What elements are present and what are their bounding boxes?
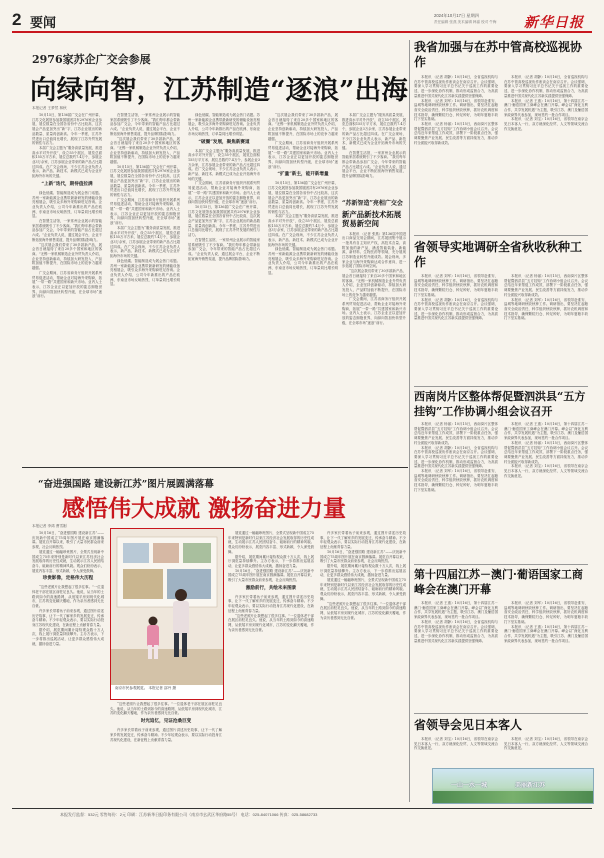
feature-tag: “苏新智造”亮相广交会 bbox=[342, 200, 403, 207]
paragraph: 本报讯 （记者 刘宝）10月16日，省领导在南京会见日本客人一行，双方就深化经贸、人文等领域交流合作交换意见。 bbox=[504, 737, 588, 751]
paragraph: 据介绍，展览期间累计接待观众数十万人次，线上展厅浏览量持续攀升。主办方表示，下一步将推出巡展活动，让更多群众感悟伟大成就，激扬奋进力量。 bbox=[228, 554, 314, 568]
paragraph: “这次展会我们带来了30多款新产品，展会首日就接待了来自20多个国家和地区的客商。”无锡一家机械制造企业外贸负责人介绍，企业坚持创新驱动，持续加大研发投入，产品附加值不断提升，在国际市场上的竞争力越来越强。 bbox=[342, 269, 406, 297]
footer-info: 本报发行监督：532元 零售每份：2元 印刷：江苏新华日报印务有限公司（南京市玄武区华府路55号） 电话：025-84071066 传真：025-58682733 bbox=[60, 812, 318, 817]
paragraph: 本报讯 （记者 杨丽）10月15日，西南岗片区整体帮促暨泗洪县“五方挂钩”工作协调小组会议召开。会议总结近年来帮促工作成效，部署下一阶段重点任务，强调要聚焦产业发展、民生改善等方面持续发力，推动乡村全面振兴取得新成效。 bbox=[504, 274, 588, 297]
divider bbox=[414, 564, 588, 565]
subheading: “扩量”新主，能开新增量 bbox=[277, 172, 329, 178]
right-article-body-1 bbox=[414, 75, 498, 233]
paragraph: 本报讯 （记者 胡静）10月16日，全省巡视机构与在苏中管高校巡视协作座谈会在南京召开。会议强调，要深入学习贯彻习近平总书记关于巡视工作的重要论述，进一步深化协作机制，推动形成监督合力，为高质量推进中国式现代化江苏新实践提供坚强保障。 bbox=[414, 445, 498, 469]
right-article-title-4: 第十四届江苏－澳门·葡语国家工商峰会在澳门开幕 bbox=[414, 568, 583, 596]
paragraph: 本届广交会主题为“服务高质量发展，推进高水平对外开放”，设立55个展区，展览总面积155万平方米，展位总数约7.4万个，参展企业3万余家，江苏参展企业带来的新产品占比超过四成。在广交会现场，不少江苏企业负责人表示，新产品、新技术、新模式已成为企业开拓海外市场的关键。 bbox=[110, 225, 180, 259]
top-story-col3 bbox=[188, 113, 260, 463]
ad-banner bbox=[432, 768, 594, 804]
paragraph: “这些老照片让我想起了很多往事。”一位退休老干部在展区前驻足良久。他说，从当年的土路到如今的高速路网，从低矮平房到现代化城市，江苏的变化翻天覆地，作为亲历者感到无比自豪。 bbox=[320, 601, 406, 620]
paragraph: 本届广交会主题为“服务高质量发展，推进高水平对外开放”，设立55个展区，展览总面积155万平方米，展位总数约7.4万个，参展企业3万余家，江苏参展企业带来的新产品占比超过四成。在广交会现场，不少江苏企业负责人表示，新产品、新技术、新模式已成为企业开拓海外市场的关键。 bbox=[188, 148, 260, 181]
top-story-col4 bbox=[268, 113, 338, 463]
paragraph: 广交会期间，江苏省商务厅组织开展系列贸易促进活动，帮助企业对接海外采购商，拓展“一带一路”共建国家和新兴市场。业内人士表示，江苏企业正以更加开放的姿态拥抱世界，向绿向智加快转型升级，在全球市场“逐浪”前行。 bbox=[110, 197, 180, 226]
paragraph: 绿色低碳、智能制造成为展会热门话题。苏州一家新能源企业携带最新研发的储能设备亮相展会，吸引众多海外采购商驻足咨询。企业负责人介绍，公司今年新推出的产品在欧洲、东南亚市场反响热烈，订单量同比增长明显。 bbox=[32, 190, 102, 219]
section-divider bbox=[22, 467, 408, 468]
photo-section-byline: 本报记者 李鸿 曹雪刚 bbox=[32, 524, 67, 528]
top-story-kicker: 2976家苏企广交会参展 bbox=[32, 53, 151, 66]
divider bbox=[414, 235, 588, 236]
paragraph: 本届广交会主题为“服务高质量发展，推进高水平对外开放”，设立55个展区，展览总面积155万平方米，展位总数约7.4万个，参展企业3万余家，江苏参展企业带来的新产品占比超过四成。在广交会现场，不少江苏企业负责人表示，新产品、新技术、新模式已成为企业开拓海外市场的关键。 bbox=[268, 214, 338, 247]
top-story-col5 bbox=[342, 113, 406, 198]
paragraph: 广交会期间，江苏省商务厅组织开展系列贸易促进活动，帮助企业对接海外采购商，拓展“一带一路”共建国家和新兴市场。业内人士表示，江苏企业正以更加开放的姿态拥抱世界，向绿向智加快转型升级，在全球市场“逐浪”前行。 bbox=[342, 297, 406, 325]
paragraph: 10月16日，“奋进强国路 建设新江苏”——庆祝新中国成立75周年图片展在南京圆满落幕。展览自开幕以来，吸引了大量市民群众前来参观，社会反响热烈。 bbox=[32, 531, 104, 550]
paragraph: 本报讯 （记者 张燕）第136届中国进出口商品交易会期间，江苏展团集中展示一批具有自主知识产权、高技术含量、高附加值的新产品，涵盖智能装备、新能源、新材料、生物医药等领域，充分展现江苏制造业转型升级成效。展会现场，多家企业与海外采购商达成合作意向，进一步拓展了国际市场空间。 bbox=[342, 231, 406, 269]
section-name: 要闻 bbox=[30, 16, 57, 31]
paragraph: 本报讯 （记者 刘军）10月16日，省领导赴淮安、盐城等地调研秋收秋种工作。调研指出，要坚决扛起粮食安全政治责任，科学组织秋收秋种，抓好农机调度和技术指导，确保颗粒归仓、种足种好，为明年夏粮丰收打下坚实基础。 bbox=[414, 98, 498, 122]
paragraph: 绿色低碳、智能制造成为展会热门话题。苏州一家新能源企业携带最新研发的储能设备亮相展会，吸引众多海外采购商驻足咨询。企业负责人介绍，公司今年新推出的产品在欧洲、东南亚市场反响热烈，订单量同比增长明显。 bbox=[110, 258, 180, 287]
photo-caption: 南京市民参观展览。 本报记者 邵丹 摄 bbox=[115, 686, 176, 690]
ad-banner-hills bbox=[433, 791, 593, 803]
right-article-body-4 bbox=[414, 601, 498, 711]
ad-banner-text-1: 一山一水一城 bbox=[451, 782, 488, 789]
paragraph: 10月15日，第136届广交会在广州开幕，江苏文化展馆参加我国展团共有2976家企业参展，展位数量在全国各省份中占比较高，这次展会产品更加突出“新”字，江苏企业展出的新品数量、质量再创新高。今年一季度，江苏外贸进出口总值同比增长，展现了江苏外贸发展的韧性与活力。 bbox=[268, 181, 338, 214]
feature-box bbox=[342, 200, 406, 465]
right-column bbox=[414, 40, 590, 802]
paragraph: 10月15日，第136届广交会在广州开幕，江苏文化展馆参加我国展团共有2976家企业参展，展位数量在全国各省份中占比较高，这次展会产品更加突出“新”字，江苏企业展出的新品数量、质量再创新高。今年一季度，江苏外贸进出口总值同比增长，展现了江苏外贸发展的韧性与活力。 bbox=[188, 204, 260, 238]
paragraph: 本届广交会主题为“服务高质量发展，推进高水平对外开放”，设立55个展区，展览总面积155万平方米，展位总数约7.4万个，参展企业3万余家，江苏参展企业带来的新产品占比超过四成。在广交会现场，不少江苏企业负责人表示，新产品、新技术、新模式已成为企业开拓海外市场的关键。 bbox=[32, 145, 102, 179]
paragraph: 许多家长带着孩子前来参观，通过图片讲述历史故事，让下一代了解家乡的发展变迁，传承奋斗精神。不少年轻观众表示，要以实际行动投身江苏现代化建设，在新征程上贡献青春力量。 bbox=[228, 594, 314, 613]
photo-section-col3 bbox=[228, 531, 314, 803]
paragraph: 本报讯 （记者 胡静）10月16日，全省巡视机构与在苏中管高校巡视协作座谈会在南京召开。会议强调，要深入学习贯彻习近平总书记关于巡视工作的重要论述，进一步深化协作机制，推动形成监督合力，为高质量推进中国式现代化江苏新实践提供坚强保障。 bbox=[504, 75, 588, 98]
feature-title: 新产品新技术拓展贸易新空间 bbox=[342, 209, 402, 228]
paragraph: “这次展会我们带来了30多款新产品，展会首日就接待了来自20多个国家和地区的客商。”无锡一家机械制造企业外贸负责人介绍，企业坚持创新驱动，持续加大研发投入，产品附加值不断提升，在国际市场上的竞争力越来越强。 bbox=[268, 113, 338, 141]
paragraph: 本报讯 （记者 杨丽）10月15日，西南岗片区整体帮促暨泗洪县“五方挂钩”工作协调小组会议召开。会议总结近年来帮促工作成效，部署下一阶段重点任务，强调要聚焦产业发展、民生改善等方面持续发力，推动乡村全面振兴取得新成效。 bbox=[414, 422, 498, 445]
paragraph: 10月16日，“奋进强国路 建设新江苏”——庆祝新中国成立75周年图片展在南京圆满落幕。展览自开幕以来，吸引了大量市民群众前来参观，社会反响热烈。 bbox=[228, 568, 314, 583]
paragraph: 10月16日，“奋进强国路 建设新江苏”——庆祝新中国成立75周年图片展在南京圆满落幕。展览自开幕以来，吸引了大量市民群众前来参观，社会反响热烈。 bbox=[320, 549, 406, 564]
right-article-body-4b bbox=[504, 601, 588, 711]
paragraph: 展览通过一幅幅珍贵图片，全景式呈现新中国成立75年来特别是新时代以来江苏经济社会发展取得的历史性成就，生动展示江苏人民团结奋斗、砥砺前行的精神风貌。观众们纷纷表示，展览内容丰富、形式新颖，令人深受鼓舞。 bbox=[320, 578, 406, 601]
photo-section-col2 bbox=[110, 702, 222, 802]
paragraph: 展览通过一幅幅珍贵图片，全景式呈现新中国成立75年来特别是新时代以来江苏经济社会发展取得的历史性成就，生动展示江苏人民团结奋斗、砥砺前行的精神风貌。观众们纷纷表示，展览内容丰富、形式新颖，令人深受鼓舞。 bbox=[228, 531, 314, 554]
paragraph: “这些老照片让我想起了很多往事。”一位退休老干部在展区前驻足良久。他说，从当年的土路到如今的高速路网，从低矮平房到现代化城市，江苏的变化翻天覆地，作为亲历者感到无比自豪。 bbox=[110, 702, 222, 716]
paragraph: 本报讯 （记者 胡静）10月16日，全省巡视机构与在苏中管高校巡视协作座谈会在南京召开。会议强调，要深入学习贯彻习近平总书记关于巡视工作的重要论述，进一步深化协作机制，推动形成监督合力，为高质量推进中国式现代化江苏新实践提供坚强保障。 bbox=[414, 619, 498, 643]
divider bbox=[414, 713, 588, 714]
top-story-headline: 向绿向智，江苏制造“逐浪”出海 bbox=[30, 75, 408, 106]
paragraph: “这些老照片让我想起了很多往事。”一位退休老干部在展区前驻足良久。他说，从当年的土路到如今的高速路网，从低矮平房到现代化城市，江苏的变化翻天覆地，作为亲历者感到无比自豪。 bbox=[32, 585, 104, 609]
paragraph: 本报讯 （记者 刘宝）10月16日，省领导在南京会见日本客人一行，双方就深化经贸、人文等领域交流合作交换意见。 bbox=[504, 464, 588, 478]
right-article-body-3b bbox=[504, 422, 588, 562]
paragraph: 本报讯 （记者 刘宝）10月16日，省领导在南京会见日本客人一行，双方就深化经贸、人文等领域交流合作交换意见。 bbox=[414, 737, 498, 751]
top-story-col1 bbox=[32, 113, 102, 463]
subheading: 激励前行，共绘未来图景 bbox=[245, 585, 297, 591]
top-story-col2 bbox=[110, 113, 180, 463]
photo-section-headline: 感悟伟大成就 激扬奋进力量 bbox=[62, 495, 347, 522]
subheading: “上新”迭代，期待值拉满 bbox=[41, 181, 93, 187]
paragraph: 绿色低碳、智能制造成为展会热门话题。苏州一家新能源企业携带最新研发的储能设备亮相展会，吸引众多海外采购商驻足咨询。企业负责人介绍，公司今年新推出的产品在欧洲、东南亚市场反响热烈，订单量同比增长明显。 bbox=[188, 113, 260, 136]
paragraph: 本报讯 （记者 王惠）10月16日，第十四届江苏－澳门·葡语国家工商峰会在澳门开幕。峰会以“深化互利合作，共享发展机遇”为主题，吸引江苏、澳门及葡语国家政商界代表参加，现场签约一批合作项目。 bbox=[504, 98, 588, 117]
masthead bbox=[12, 10, 592, 38]
paragraph: 本报讯 （记者 刘军）10月16日，省领导赴淮安、盐城等地调研秋收秋种工作。调研指出，要坚决扛起粮食安全政治责任，科学组织秋收秋种，抓好农机调度和技术指导，确保颗粒归仓、种足种好，为明年夏粮丰收打下坚实基础。 bbox=[504, 297, 588, 321]
exhibition-photo-image bbox=[111, 529, 223, 685]
divider bbox=[414, 386, 588, 387]
paragraph: 本报讯 （记者 王惠）10月16日，第十四届江苏－澳门·葡语国家工商峰会在澳门开幕。峰会以“深化互利合作，共享发展机遇”为主题，吸引江苏、澳门及葡语国家政商界代表参加，现场签约一批合作项目。 bbox=[414, 601, 498, 620]
paragraph: 本报讯 （记者 王惠）10月16日，第十四届江苏－澳门·葡语国家工商峰会在澳门开幕。峰会以“深化互利合作，共享发展机遇”为主题，吸引江苏、澳门及葡语国家政商界代表参加，现场签约一批合作项目。 bbox=[504, 422, 588, 441]
paragraph: 10月15日，第136届广交会在广州开幕，江苏文化展馆参加我国展团共有2976家企业参展，展位数量在全国各省份中占比较高，这次展会产品更加突出“新”字，江苏企业展出的新品数量、质量再创新高。今年一季度，江苏外贸进出口总值同比增长，展现了江苏外贸发展的韧性与活力。 bbox=[110, 164, 180, 197]
paragraph: 许多家长带着孩子前来参观，通过图片讲述历史故事，让下一代了解家乡的发展变迁，传承奋斗精神。不少年轻观众表示，要以实际行动投身江苏现代化建设，在新征程上贡献青春力量。 bbox=[110, 728, 222, 742]
paragraph: 广交会期间，江苏省商务厅组织开展系列贸易促进活动，帮助企业对接海外采购商，拓展“一带一路”共建国家和新兴市场。业内人士表示，江苏企业正以更加开放的姿态拥抱世界，向绿向智加快转型升级，在全球市场“逐浪”前行。 bbox=[188, 181, 260, 205]
feature-body bbox=[342, 232, 406, 432]
paragraph: 展览通过一幅幅珍贵图片，全景式呈现新中国成立75年来特别是新时代以来江苏经济社会发展取得的历史性成就，生动展示江苏人民团结奋斗、砥砺前行的精神风貌。观众们纷纷表示，展览内容丰富、形式新颖，令人深受鼓舞。 bbox=[32, 549, 104, 573]
right-article-body-2b bbox=[504, 274, 588, 384]
subheading: 时光追忆，见证沧桑巨变 bbox=[140, 719, 192, 725]
right-article-body-1b bbox=[504, 75, 588, 233]
paragraph: 本报讯 （记者 刘宝）10月16日，省领导在南京会见日本客人一行，双方就深化经贸、人文等领域交流合作交换意见。 bbox=[504, 117, 588, 131]
paragraph: “这次展会我们带来了30多款新产品，展会首日就接待了来自20多个国家和地区的客商。”无锡一家机械制造企业外贸负责人介绍，企业坚持创新驱动，持续加大研发投入，产品附加值不断提升，在国际市场上的竞争力越来越强。 bbox=[110, 136, 180, 165]
paragraph: 在智慧生活馆，一家常州企业展示的智能家居系统吸引了不少客商。“我们每年都会带新品参加广交会，今年带来的智能产品占比超过六成。”企业负责人说，通过展会平台，企业不断拓宽海外销售渠道，提升品牌国际影响力。 bbox=[342, 150, 406, 179]
editors-line: 责任编辑 张燕 美术编辑 韩嘉 校对 牛梅 bbox=[434, 20, 497, 24]
page-number: 2 bbox=[12, 10, 22, 29]
right-article-body-3 bbox=[414, 422, 498, 562]
paragraph: 本届广交会主题为“服务高质量发展，推进高水平对外开放”，设立55个展区，展览总面积155万平方米，展位总数约7.4万个，参展企业3万余家，江苏参展企业带来的新产品占比超过四成。在广交会现场，不少江苏企业负责人表示，新产品、新技术、新模式已成为企业开拓海外市场的关键。 bbox=[342, 113, 406, 150]
paragraph: 本报讯 （记者 王惠）10月16日，第十四届江苏－澳门·葡语国家工商峰会在澳门开幕。峰会以“深化互利合作，共享发展机遇”为主题，吸引江苏、澳门及葡语国家政商界代表参加，现场签约一批合作项目。 bbox=[504, 624, 588, 643]
right-article-title-5: 省领导会见日本客人 bbox=[414, 718, 523, 732]
paragraph: 许多家长带着孩子前来参观，通过图片讲述历史故事，让下一代了解家乡的发展变迁，传承奋斗精神。不少年轻观众表示，要以实际行动投身江苏现代化建设，在新征程上贡献青春力量。 bbox=[320, 531, 406, 550]
ad-banner-text-2: 美丽新江苏 bbox=[515, 782, 546, 789]
paragraph: 据介绍，展览期间累计接待观众数十万人次，线上展厅浏览量持续攀升。主办方表示，下一步将推出巡展活动，让更多群众感悟伟大成就，激扬奋进力量。 bbox=[320, 563, 406, 578]
paragraph: 本报讯 （记者 刘军）10月16日，省领导赴淮安、盐城等地调研秋收秋种工作。调研指出，要坚决扛起粮食安全政治责任，科学组织秋收秋种，抓好农机调度和技术指导，确保颗粒归仓、种足种好，为明年夏粮丰收打下坚实基础。 bbox=[414, 469, 498, 492]
column-divider bbox=[409, 40, 410, 802]
subheading: “破圈”发展，聚焦新赛道 bbox=[198, 139, 250, 145]
paragraph: 据介绍，展览期间累计接待观众数十万人次，线上展厅浏览量持续攀升。主办方表示，下一步将推出巡展活动，让更多群众感悟伟大成就，激扬奋进力量。 bbox=[32, 627, 104, 646]
paragraph: 本报讯 （记者 刘军）10月16日，省领导赴淮安、盐城等地调研秋收秋种工作。调研指出，要坚决扛起粮食安全政治责任，科学组织秋收秋种，抓好农机调度和技术指导，确保颗粒归仓、种足种好，为明年夏粮丰收打下坚实基础。 bbox=[414, 274, 498, 297]
paragraph: 许多家长带着孩子前来参观，通过图片讲述历史故事，让下一代了解家乡的发展变迁，传承奋斗精神。不少年轻观众表示，要以实际行动投身江苏现代化建设，在新征程上贡献青春力量。 bbox=[32, 608, 104, 627]
paragraph: 广交会期间，江苏省商务厅组织开展系列贸易促进活动，帮助企业对接海外采购商，拓展“一带一路”共建国家和新兴市场。业内人士表示，江苏企业正以更加开放的姿态拥抱世界，向绿向智加快转型升级，在全球市场“逐浪”前行。 bbox=[268, 141, 338, 169]
paragraph: “这次展会我们带来了30多款新产品，展会首日就接待了来自20多个国家和地区的客商。”无锡一家机械制造企业外贸负责人介绍，企业坚持创新驱动，持续加大研发投入，产品附加值不断提升，在国际市场上的竞争力越来越强。 bbox=[32, 242, 102, 271]
paragraph: 本报讯 （记者 杨丽）10月15日，西南岗片区整体帮促暨泗洪县“五方挂钩”工作协调小组会议召开。会议总结近年来帮促工作成效，部署下一阶段重点任务，强调要聚焦产业发展、民生改善等方面持续发力，推动乡村全面振兴取得新成效。 bbox=[504, 440, 588, 464]
paragraph: 本报讯 （记者 胡静）10月16日，全省巡视机构与在苏中管高校巡视协作座谈会在南京召开。会议强调，要深入学习贯彻习近平总书记关于巡视工作的重要论述，进一步深化协作机制，推动形成监督合力，为高质量推进中国式现代化江苏新实践提供坚强保障。 bbox=[414, 75, 498, 98]
newspaper-logo: 新华日报 bbox=[524, 15, 584, 31]
subheading: 珍贵影像，定格伟大历程 bbox=[42, 576, 94, 582]
top-story-byline: 本报记者 王梦然 林秋 bbox=[32, 106, 67, 110]
paragraph: 本报讯 （记者 胡静）10月16日，全省巡视机构与在苏中管高校巡视协作座谈会在南京召开。会议强调，要深入学习贯彻习近平总书记关于巡视工作的重要论述，进一步深化协作机制，推动形成监督合力，为高质量推进中国式现代化江苏新实践提供坚强保障。 bbox=[414, 297, 498, 321]
photo-section-kicker: “奋进强国路 建设新江苏”图片展圆满落幕 bbox=[38, 479, 214, 490]
right-article-title-3: 西南岗片区整体帮促暨泗洪县“五方挂钩”工作协调小组会议召开 bbox=[414, 390, 586, 418]
right-article-title-1: 我省加强与在苏中管高校巡视协作 bbox=[414, 40, 583, 69]
paragraph: 10月15日，第136届广交会在广州开幕，江苏文化展馆参加我国展团共有2976家企业参展，展位数量在全国各省份中占比较高，这次展会产品更加突出“新”字，江苏企业展出的新品数量、质量再创新高。今年一季度，江苏外贸进出口总值同比增长，展现了江苏外贸发展的韧性与活力。 bbox=[32, 113, 102, 146]
paragraph: 本报讯 （记者 刘军）10月16日，省领导赴淮安、盐城等地调研秋收秋种工作。调研指出，要坚决扛起粮食安全政治责任，科学组织秋收秋种，抓好农机调度和技术指导，确保颗粒归仓、种足种好，为明年夏粮丰收打下坚实基础。 bbox=[504, 601, 588, 624]
paragraph: 广交会期间，江苏省商务厅组织开展系列贸易促进活动，帮助企业对接海外采购商，拓展“一带一路”共建国家和新兴市场。业内人士表示，江苏企业正以更加开放的姿态拥抱世界，向绿向智加快转型升级，在全球市场“逐浪”前行。 bbox=[32, 270, 102, 299]
issue-date: 2024年10月17日 星期四 bbox=[434, 13, 479, 18]
paragraph: 在智慧生活馆，一家常州企业展示的智能家居系统吸引了不少客商。“我们每年都会带新品参加广交会，今年带来的智能产品占比超过六成。”企业负责人说，通过展会平台，企业不断拓宽海外销售渠道，提升品牌国际影响力。 bbox=[32, 219, 102, 242]
right-article-body-2 bbox=[414, 274, 498, 384]
paragraph: “这些老照片让我想起了很多往事。”一位退休老干部在展区前驻足良久。他说，从当年的土路到如今的高速路网，从低矮平房到现代化城市，江苏的变化翻天覆地，作为亲历者感到无比自豪。 bbox=[228, 613, 314, 632]
paragraph: 在智慧生活馆，一家常州企业展示的智能家居系统吸引了不少客商。“我们每年都会带新品参加广交会，今年带来的智能产品占比超过六成。”企业负责人说，通过展会平台，企业不断拓宽海外销售渠道，提升品牌国际影响力。 bbox=[110, 113, 180, 136]
paragraph: 绿色低碳、智能制造成为展会热门话题。苏州一家新能源企业携带最新研发的储能设备亮相展会，吸引众多海外采购商驻足咨询。企业负责人介绍，公司今年新推出的产品在欧洲、东南亚市场反响热烈，订单量同比增长明显。 bbox=[268, 247, 338, 275]
footer-rule bbox=[12, 808, 592, 809]
photo-section-col1 bbox=[32, 531, 104, 803]
right-article-title-2: 省领导实地调研全省秋收秋种工作 bbox=[414, 240, 583, 269]
paragraph: 本报讯 （记者 杨丽）10月15日，西南岗片区整体帮促暨泗洪县“五方挂钩”工作协调小组会议召开。会议总结近年来帮促工作成效，部署下一阶段重点任务，强调要聚焦产业发展、民生改善等方面持续发力，推动乡村全面振兴取得新成效。 bbox=[414, 122, 498, 145]
exhibition-photo bbox=[110, 528, 224, 700]
masthead-rule bbox=[12, 31, 592, 33]
photo-section-col4 bbox=[320, 531, 406, 803]
paragraph: 在智慧生活馆，一家常州企业展示的智能家居系统吸引了不少客商。“我们每年都会带新品参加广交会，今年带来的智能产品占比超过六成。”企业负责人说，通过展会平台，企业不断拓宽海外销售渠道，提升品牌国际影响力。 bbox=[188, 237, 260, 261]
